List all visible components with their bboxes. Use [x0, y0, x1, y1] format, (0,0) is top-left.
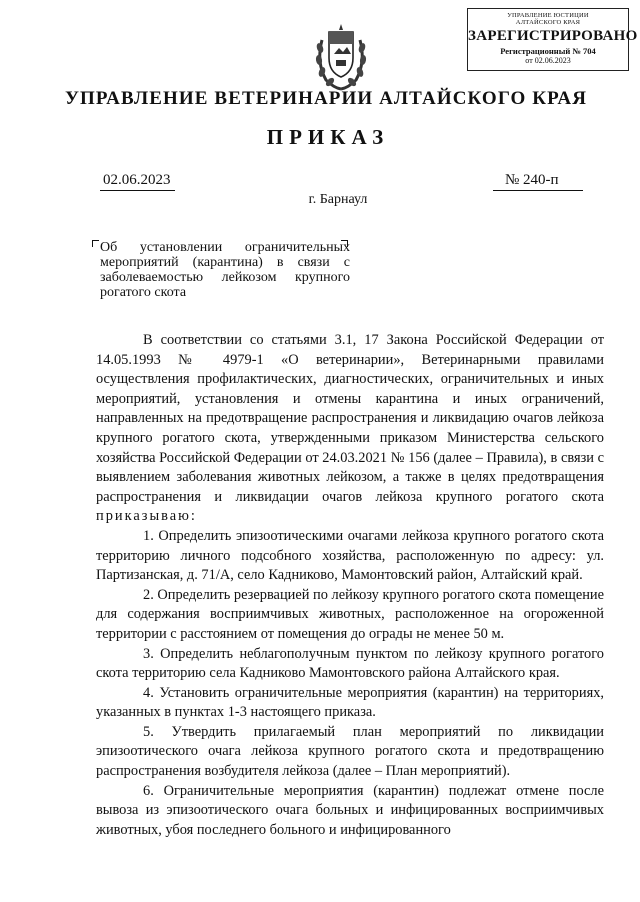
subject-corner-left [92, 240, 99, 247]
organization-title: УПРАВЛЕНИЕ ВЕТЕРИНАРИИ АЛТАЙСКОГО КРАЯ [64, 88, 588, 109]
registration-stamp [467, 8, 638, 71]
document-date: 02.06.2023 [103, 172, 171, 188]
stamp-line-1: УПРАВЛЕНИЕ ЮСТИЦИИ [507, 12, 589, 19]
coat-of-arms-icon [312, 22, 370, 92]
preamble-text: В соответствии со статьями 3.1, 17 Закона Российской Федерации от 14.05.1993 № 4979-1 «О ветеринарии», Ветеринарными правилами осуществления профилактических, диагностических, ограничительных и иных мероприятий, установления и отмены карантина и иных ограничений, направленных на предотвращение распространения и ликвидацию очагов лейкоза крупного рогатого скота, утвержденными приказом Министерства сельского хозяйства Российской Федерации от 24.03.2021 № 156 (далее – Правила), в связи с выявлением заболевания животных лейкозом, а также в целях предотвращения распространения и ликвидации очагов лейкоза крупного рогатого скота [96, 332, 604, 505]
order-item-6: 6. Ограничительные мероприятия (карантин) подлежат отмене после вывоза из эпизоотического очага больных и инфицированных восприимчивых животных, убоя последнего больного и инфицированного [96, 782, 604, 838]
order-item-2: 2. Определить резервацией по лейкозу крупного рогатого скота помещение для содержания восприимчивых животных, расположенное на огороженной территории с расстоянием от помещения до ограды не менее 50 м. [96, 586, 604, 642]
order-item-1: 1. Определить эпизоотическими очагами лейкоза крупного рогатого скота территорию личного подсобного хозяйства, расположенную по адресу: ул. Партизанская, д. 71/А, село Кадниково, Мамонтовский район, Алтайский край. [96, 527, 604, 584]
stamp-line-2: АЛТАЙСКОГО КРАЯ [515, 19, 581, 26]
order-word: приказываю: [96, 508, 197, 525]
date-underline [100, 190, 175, 191]
stamp-reg-number: Регистрационный № 704 [500, 46, 596, 56]
stamp-status: ЗАРЕГИСТРИРОВАНО [468, 28, 638, 44]
document-type: ПРИКАЗ [266, 125, 390, 149]
order-item-4: 4. Установить ограничительные мероприятия (карантин) на территориях, указанных в пунктах 1-3 настоящего приказа. [96, 684, 604, 721]
order-item-5: 5. Утвердить прилагаемый план мероприятий по ликвидации эпизоотического очага лейкоза крупного рогатого скота и предотвращению распространения возбудителя лейкоза (далее – План мероприятий). [96, 723, 604, 780]
document-number: № 240-п [505, 172, 559, 188]
stamp-reg-date: от 02.06.2023 [525, 56, 571, 65]
preamble-paragraph [96, 331, 604, 527]
document-subject: Об установлении ограничительных мероприятий (карантина) в связи с заболеваемостью лейкозом крупного рогатого скота [100, 240, 350, 300]
document-body [96, 331, 604, 840]
document-city: г. Барнаул [308, 192, 368, 207]
order-item-3: 3. Определить неблагополучным пунктом по лейкозу крупного рогатого скота территорию села Кадниково Мамонтовского района Алтайского края. [96, 645, 604, 682]
number-underline [493, 190, 583, 191]
